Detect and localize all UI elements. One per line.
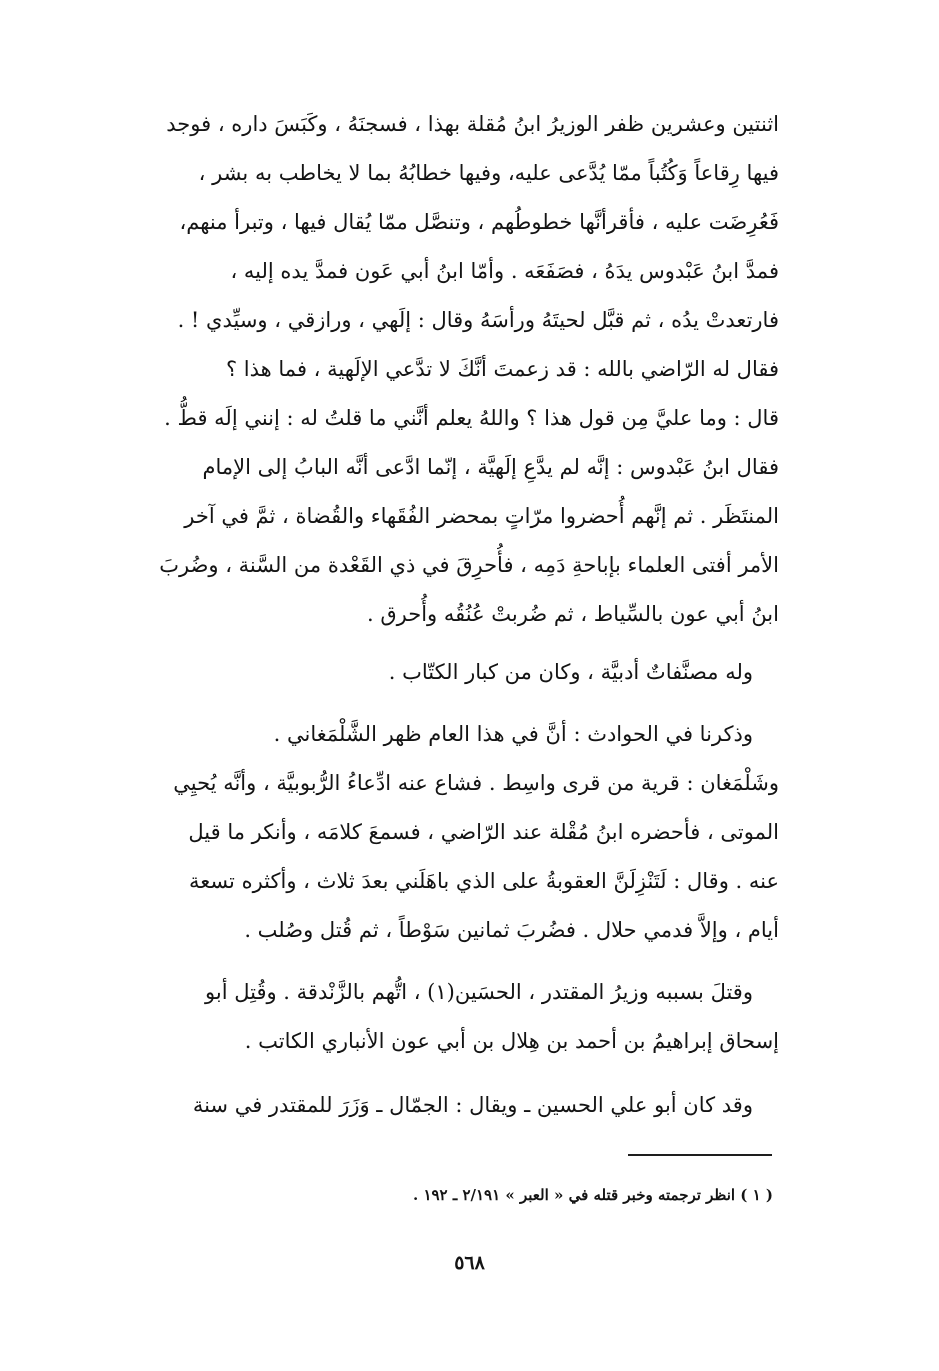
paragraph (108, 1081, 779, 1130)
text-line: فيها رِقاعاً وَكُتُباً ممّا يُدَّعى عليه، وفيها خطابُهُ بما لا يخاطب به بشر ، (198, 161, 779, 185)
paragraph (108, 968, 779, 1066)
text-line: الموتى ، فأحضره ابنُ مُقْلة عند الرّاضي ، فسمعَ كلامَه ، وأنكر ما قيل (188, 820, 779, 844)
text-line: ابنُ أبي عون بالسِّياط ، ثم ضُربتْ عُنُقُه وأُحرق . (366, 602, 779, 626)
text-line: وشَلْمَغان : قرية من قرى واسِط . فشاع عنه ادِّعاءُ الرُّبوبيَّة ، وأنَّه يُحيِي (173, 771, 779, 795)
text-line: أيام ، وإلاَّ فدمي حلال . فضُربَ ثمانين سَوْطاً ، ثم قُتل وصُلب . (244, 918, 779, 942)
text-line: وقد كان أبو علي الحسين ـ ويقال : الجمّال ـ وَزَرَ للمقتدر في سنة (192, 1093, 753, 1117)
text-line: فمدَّ ابنُ عَبْدوس يدَهُ ، فصَفَعَه . وأمّا ابنُ أبي عَون فمدَّ يده إليه ، (230, 259, 779, 283)
text-line: عنه . وقال : لَتَنْزِلَنَّ العقوبةُ على الذي باهَلَني بعدَ ثلاث ، وأكثره تسعة (188, 869, 779, 893)
text-line: إسحاق إبراهيمُ بن أحمد بن هِلال بن أبي عون الأنباري الكاتب . (244, 1029, 779, 1053)
text-line: فارتعدتْ يدُه ، ثم قبَّل لحيتَهُ ورأسَهُ وقال : إلَهي ، ورازقي ، وسيِّدي ! . (177, 308, 779, 332)
paragraph (108, 100, 779, 639)
page-number: ٥٦٨ (454, 1252, 485, 1274)
text-line: قال : وما عليَّ مِن قول هذا ؟ واللهُ يعلم أنَّني ما قلتُ له : إنني إلَه قطُّ . (164, 406, 779, 430)
text-line: المنتَظَر . ثم إنَّهم أُحضروا مرّاتٍ بمحضر الفُقَهاء والقُضاة ، ثمَّ في آخر (184, 504, 779, 528)
text-line: فَعُرِضَت عليه ، فأقرأنَّها خطوطُهم ، وتنصَّل ممّا يُقال فيها ، وتبرأ منهم، (179, 210, 779, 234)
paragraph (108, 710, 779, 955)
footnote: ( ١ ) انظر ترجمته وخبر قتله في « العبر » ٢/١٩١ ـ ١٩٢ . (412, 1186, 773, 1204)
text-line: فقال ابنُ عَبْدوس : إنَّه لم يدَّعِ إلَهيَّة ، إنّما ادَّعى أنَّه البابُ إلى الإمام (202, 455, 779, 479)
text-line: اثنتين وعشرين ظفر الوزيرُ ابنُ مُقلة بهذا ، فسجنَهُ ، وكَبَسَ داره ، فوجد (166, 112, 779, 136)
text-line: الأمر أفتى العلماء بإباحةِ دَمِه ، فأُحرِقَ في ذي القَعْدة من السَّنة ، وضُربَ (159, 553, 779, 577)
text-line: وذكرنا في الحوادث : أنَّ في هذا العام ظهر الشَّلْمَغاني . (273, 722, 753, 746)
text-line: فقال له الرّاضي بالله : قد زعمتَ أنَّكَ لا تدَّعي الإلَهية ، فما هذا ؟ (225, 357, 779, 381)
paragraph (108, 648, 779, 697)
footnote-divider (628, 1154, 772, 1156)
text-line: وله مصنَّفاتٌ أدبيَّة ، وكان من كبار الكتّاب . (388, 660, 753, 684)
text-line: وقتلَ بسببه وزيرُ المقتدر ، الحسَين(١) ، اتُّهم بالزَّنْدقة . وقُتِل أبو (205, 980, 753, 1004)
